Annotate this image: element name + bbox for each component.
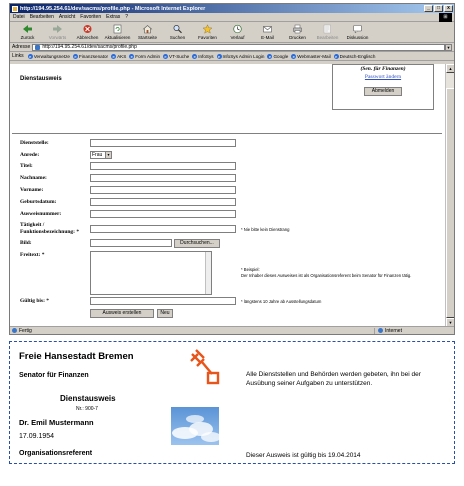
page-title: Dienstausweis xyxy=(20,76,62,82)
browse-button[interactable]: Durchsuchen... xyxy=(174,239,220,248)
ausweisnummer-label: Ausweisnummer: xyxy=(20,211,62,217)
gueltig-label: Gültig bis: * xyxy=(20,298,50,304)
history-icon xyxy=(232,24,243,34)
taetigkeit-hint: * Nie bitte kein Dienstrang xyxy=(241,227,290,232)
maximize-button[interactable]: □ xyxy=(434,5,443,12)
menu-datei[interactable]: Datei xyxy=(13,14,25,20)
stop-button[interactable] xyxy=(74,24,101,40)
menu-ansicht[interactable]: Ansicht xyxy=(58,14,76,20)
card-validity: Dieser Ausweis ist gültig bis 19.04.2014 xyxy=(246,452,361,459)
freitext-label: Freitext: * xyxy=(20,252,45,258)
new-button[interactable]: Neu xyxy=(157,309,173,318)
edit-icon xyxy=(322,24,333,34)
link-aks[interactable] xyxy=(111,54,126,59)
link-label: InfoSys xyxy=(198,53,214,59)
bremen-key-logo-icon xyxy=(188,348,222,388)
card-birthdate: 17.09.1954 xyxy=(19,433,55,440)
home-icon xyxy=(142,24,153,34)
close-button[interactable]: x xyxy=(444,5,453,12)
link-deutsch-englisch[interactable] xyxy=(334,54,376,59)
scroll-up-button[interactable]: ▲ xyxy=(446,64,455,73)
discuss-icon xyxy=(352,24,363,34)
divider xyxy=(12,133,442,134)
link-verwaltungsnetze[interactable] xyxy=(28,54,70,59)
ie-link-icon: e xyxy=(193,53,196,59)
page-scrollbar[interactable] xyxy=(445,64,454,327)
menu-extras[interactable]: Extras xyxy=(106,14,121,20)
zone-text: Internet xyxy=(385,327,402,334)
browser-window xyxy=(9,3,455,335)
favorites-label: Favoriten xyxy=(198,35,217,40)
forward-label: Vorwärts xyxy=(48,35,67,40)
refresh-label: Aktualisieren xyxy=(104,35,131,40)
nachname-input[interactable] xyxy=(90,174,236,182)
window-title: http://194.95.254.61/dev/sacms/profile.php - Microsoft Internet Explorer xyxy=(20,5,206,12)
mail-label: E-Mail xyxy=(261,35,274,40)
menu-help[interactable]: ? xyxy=(125,14,129,20)
vorname-label: Vorname: xyxy=(20,187,44,193)
taetigkeit-label-line1: Tätigkeit / xyxy=(20,222,45,228)
ie-link-icon: e xyxy=(335,53,338,59)
discuss-button[interactable] xyxy=(344,24,371,40)
dienststelle-input[interactable] xyxy=(90,139,236,147)
ie-link-icon: e xyxy=(217,53,221,59)
link-label: Form Admin xyxy=(135,53,161,59)
freitext-hint-title: * Beispiel: xyxy=(241,267,260,272)
back-arrow-icon xyxy=(22,24,33,34)
card-authority: Senator für Finanzen xyxy=(19,372,89,379)
print-icon xyxy=(292,24,303,34)
link-vt-suche[interactable] xyxy=(163,54,189,59)
done-icon xyxy=(12,328,17,333)
dienststelle-label: Dienststelle: xyxy=(20,140,49,146)
gueltig-hint: * längstens 10 Jahre ab Ausstellungsdatum xyxy=(241,299,322,304)
status-text: Fertig xyxy=(19,327,32,334)
link-google[interactable] xyxy=(267,54,288,59)
link-label: Deutsch-Englisch xyxy=(339,53,376,59)
address-input[interactable] xyxy=(32,44,445,51)
freitext-textarea[interactable] xyxy=(90,251,212,295)
refresh-icon xyxy=(112,24,123,34)
vorname-input[interactable] xyxy=(90,186,236,194)
change-password-link[interactable]: Passwort ändern xyxy=(364,74,402,80)
link-webmaster-mail[interactable] xyxy=(291,54,330,59)
nachname-label: Nachname: xyxy=(20,175,47,181)
portrait-photo xyxy=(171,407,219,445)
home-button[interactable] xyxy=(134,24,161,40)
gueltig-input[interactable] xyxy=(90,297,236,305)
history-button[interactable] xyxy=(224,24,251,40)
print-label: Drucken xyxy=(289,35,306,40)
ie-link-icon: e xyxy=(74,53,77,59)
link-label: Finanzsenator xyxy=(78,53,109,59)
stop-label: Abbrechen xyxy=(76,35,99,40)
search-label: Suchen xyxy=(169,35,186,40)
link-label: Google xyxy=(273,53,289,59)
title-bar xyxy=(10,4,454,13)
links-label: Links xyxy=(12,53,24,59)
card-role: Organisationsreferent xyxy=(19,450,93,457)
taetigkeit-input[interactable] xyxy=(90,225,236,233)
department-label: (Sen. für Finanzen) xyxy=(360,66,406,72)
create-id-button[interactable]: Ausweis erstellen xyxy=(90,309,154,318)
ie-link-icon: e xyxy=(130,53,133,59)
internet-zone-icon xyxy=(378,328,383,333)
edit-button[interactable] xyxy=(314,24,341,40)
textarea-scrollbar[interactable] xyxy=(205,252,211,294)
ie-link-icon: e xyxy=(164,53,167,59)
windows-logo-icon: ⊞ xyxy=(439,13,452,22)
mail-button[interactable] xyxy=(254,24,281,40)
forward-button[interactable] xyxy=(44,24,71,40)
address-label: Adresse xyxy=(12,44,31,50)
back-label: Zurück xyxy=(20,35,35,40)
minimize-button[interactable]: _ xyxy=(424,5,433,12)
chevron-down-icon: ▼ xyxy=(106,153,111,157)
user-box xyxy=(332,64,434,110)
card-number: Nr.: 900-7 xyxy=(76,406,98,412)
search-icon xyxy=(172,24,183,34)
card-title: Dienstausweis xyxy=(60,394,116,403)
geburtsdatum-input[interactable] xyxy=(90,198,236,206)
page-icon xyxy=(35,45,40,50)
ie-link-icon: e xyxy=(268,53,272,59)
card-state: Freie Hansestadt Bremen xyxy=(19,351,134,362)
link-label: Webmaster-Mail xyxy=(297,53,331,59)
menu-favoriten[interactable]: Favoriten xyxy=(80,14,102,20)
link-label: InfoSys Admin Login xyxy=(222,53,265,59)
ie-link-icon: e xyxy=(292,53,295,59)
link-label: AKS xyxy=(117,53,127,59)
mail-icon xyxy=(262,24,273,34)
scroll-thumb[interactable] xyxy=(446,88,455,318)
anrede-label: Anrede: xyxy=(20,152,40,158)
link-form-admin[interactable] xyxy=(129,54,160,59)
link-label: Verwaltungsnetze xyxy=(33,53,70,59)
favorites-button[interactable] xyxy=(194,24,221,40)
id-card xyxy=(9,341,455,464)
edit-label: Bearbeiten xyxy=(316,35,339,40)
link-infosys-admin-login[interactable] xyxy=(217,54,265,59)
page-content xyxy=(10,64,446,327)
card-name: Dr. Emil Mustermann xyxy=(19,418,94,427)
bild-label: Bild: xyxy=(20,240,32,246)
logout-button[interactable]: Abmelden xyxy=(364,87,402,96)
forward-arrow-icon xyxy=(52,24,63,34)
anrede-select[interactable] xyxy=(90,151,112,159)
discuss-label: Diskussion xyxy=(346,35,369,40)
address-value: http://194.95.254.61/dev/sacms/profile.php xyxy=(42,43,137,50)
print-button[interactable] xyxy=(284,24,311,40)
titel-input[interactable] xyxy=(90,162,236,170)
ie-link-icon: e xyxy=(29,53,32,59)
address-dropdown-button[interactable]: ▼ xyxy=(446,44,451,50)
geburtsdatum-label: Geburtsdatum: xyxy=(20,199,57,205)
link-infosys[interactable] xyxy=(192,54,213,59)
link-label: VT-Suche xyxy=(169,53,190,59)
menu-bar xyxy=(10,13,454,22)
status-bar xyxy=(10,326,454,334)
menu-bearbeiten[interactable]: Bearbeiten xyxy=(29,14,54,20)
search-button[interactable] xyxy=(164,24,191,40)
taetigkeit-label-line2: Funktionsbezeichnung: * xyxy=(20,229,80,235)
link-finanzsenator[interactable] xyxy=(73,54,108,59)
links-bar xyxy=(10,52,454,61)
toolbar xyxy=(10,22,454,43)
home-label: Startseite xyxy=(137,35,157,40)
history-label: Verlauf xyxy=(230,35,245,40)
favorites-icon xyxy=(202,24,213,34)
scroll-down-button[interactable]: ▼ xyxy=(446,318,455,327)
back-button[interactable] xyxy=(14,24,41,40)
ie-icon xyxy=(12,6,18,12)
address-bar xyxy=(10,43,454,52)
freitext-hint-example: Der Inhaber dieses Ausweises ist als Organisationsreferent beim Senator für Finanzen tätig. xyxy=(241,273,412,278)
stop-icon xyxy=(82,24,93,34)
refresh-button[interactable] xyxy=(104,24,131,40)
titel-label: Titel: xyxy=(20,163,33,169)
anrede-value: Frau xyxy=(92,152,103,158)
bild-file-input[interactable] xyxy=(90,239,172,247)
card-notice: Alle Dienststellen und Behörden werden gebeten, ihn bei der Ausübung seiner Aufgaben zu unterstützen. xyxy=(246,371,421,387)
ie-link-icon: e xyxy=(112,53,115,59)
ausweisnummer-input[interactable] xyxy=(90,210,236,218)
